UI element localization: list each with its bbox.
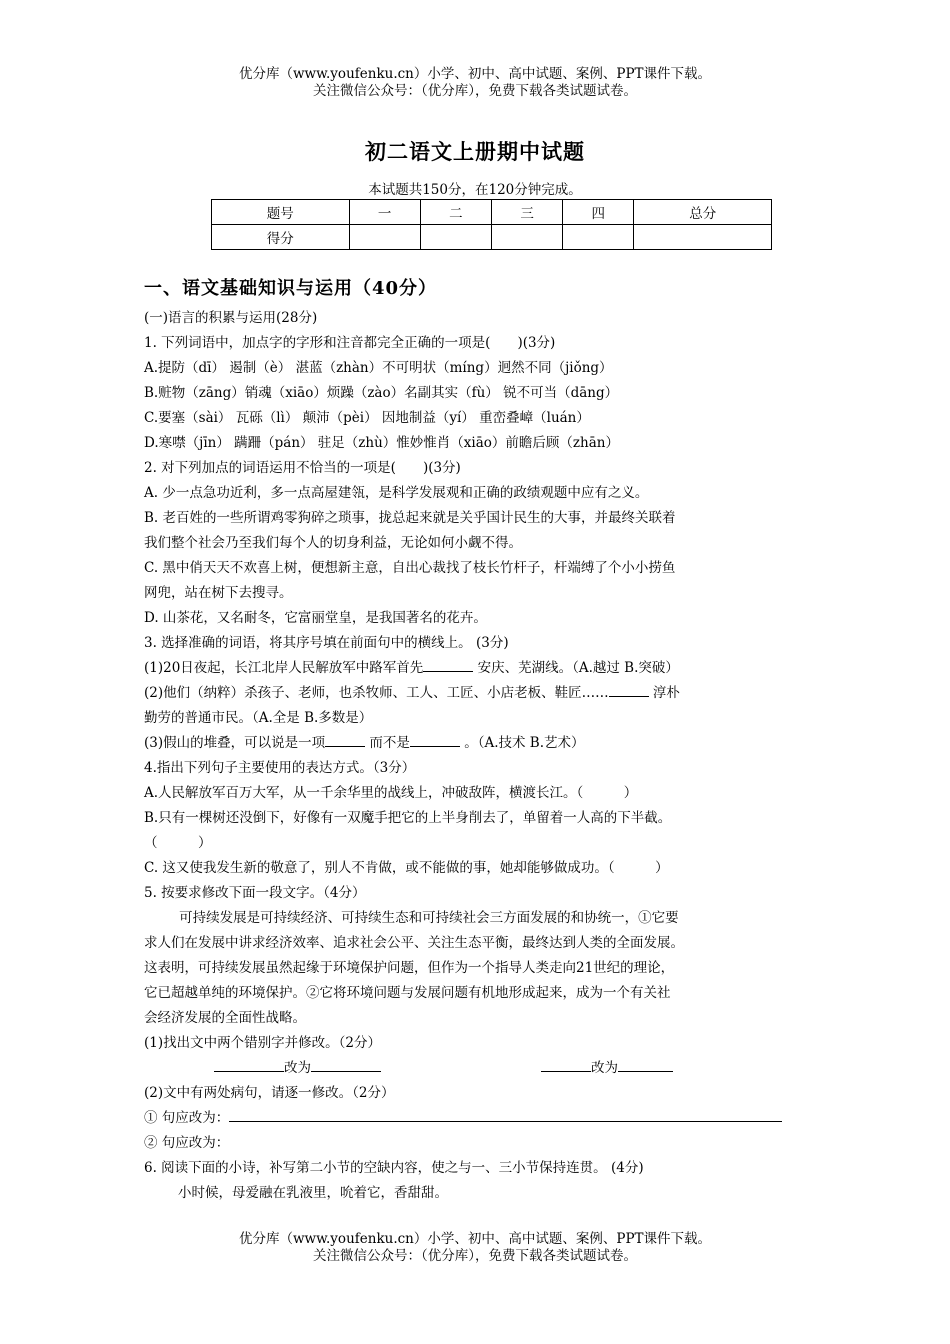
score-header-cell: 题号 — [212, 200, 350, 225]
score-header-cell: 一 — [349, 200, 420, 225]
q3-s1-options: 安庆、芜湖线。（A.越过 B.突破） — [473, 660, 679, 676]
q1-option-a: A.提防（dī） 遏制（è） 湛蓝（zhàn）不可明状（míng）迥然不同（jiǒng） — [144, 360, 613, 376]
score-table-score-row — [212, 225, 772, 250]
q3-s2-text: (2)他们（纳粹）杀孩子、老师，也杀牧师、工人、工匠、小店老板、鞋匠…… — [144, 685, 609, 701]
footer-line-1: 优分库（www.youfenku.cn）小学、初中、高中试题、案例、PPT课件下载。 — [238, 1231, 712, 1247]
score-table-header-row — [212, 200, 772, 225]
q3-sentence-1 — [144, 656, 809, 681]
change-to-label: 改为 — [284, 1060, 311, 1076]
change-to-label: 改为 — [591, 1060, 618, 1076]
q5-fix-1 — [144, 1106, 809, 1131]
answer-blank[interactable] — [214, 1057, 284, 1072]
q3-sentence-3 — [144, 731, 809, 756]
q2-option-c-line1: C. 黑中俏天天不欢喜上树，便想新主意，自出心裁找了枝长竹杆子，杆端缚了个小小捞鱼 — [144, 560, 676, 576]
q5-passage-line-5: 会经济发展的全面性战略。 — [144, 1010, 306, 1026]
q3-sentence-2 — [144, 681, 809, 706]
q4-item-b-line1: B.只有一棵树还没倒下，好像有一双魔手把它的上半身削去了，单留着一人高的下半截。 — [144, 810, 672, 826]
q6-stem: 6. 阅读下面的小诗，补写第二小节的空缺内容，使之与一、三小节保持连贯。 (4分) — [144, 1160, 644, 1176]
score-cell[interactable] — [491, 225, 562, 250]
answer-blank[interactable] — [410, 732, 460, 747]
q4-item-a: A.人民解放军百万大军，从一千余华里的战线上，冲破敌阵，横渡长江。（ ） — [144, 785, 638, 801]
score-header-cell: 总分 — [634, 200, 772, 225]
score-cell[interactable] — [349, 225, 420, 250]
answer-blank[interactable] — [618, 1057, 673, 1072]
q6-poem-line-1: 小时候，母爱融在乳液里，吮着它，香甜甜。 — [178, 1185, 448, 1201]
exam-content — [144, 274, 809, 1206]
q4-stem: 4.指出下列句子主要使用的表达方式。（3分） — [144, 760, 416, 776]
q3-stem: 3. 选择准确的词语，将其序号填在前面句中的横线上。 (3分) — [144, 635, 509, 651]
q5-passage-line-1: 可持续发展是可持续经济、可持续生态和可持续社会三方面发展的和协统一，①它要 — [179, 910, 679, 926]
q1-stem: 1. 下列词语中，加点字的字形和注音都完全正确的一项是( )(3分) — [144, 335, 556, 351]
section-1-subheading: (一)语言的积累与运用(28分) — [144, 310, 318, 326]
q1-option-c: C.要塞（sài） 瓦砾（lì） 颠沛（pèi） 因地制益（yí） 重峦叠嶂（luán） — [144, 410, 590, 426]
q3-s3-options: 。（A.技术 B.艺术） — [459, 735, 585, 751]
answer-blank[interactable] — [609, 682, 649, 697]
q5-sub-1: (1)找出文中两个错别字并修改。（2分） — [144, 1035, 381, 1051]
score-header-cell: 三 — [491, 200, 562, 225]
header-line-1: 优分库（www.youfenku.cn）小学、初中、高中试题、案例、PPT课件下载。 — [238, 66, 712, 82]
q5-stem: 5. 按要求修改下面一段文字。（4分） — [144, 885, 366, 901]
q5-sub-2: (2)文中有两处病句，请逐一修改。（2分） — [144, 1085, 395, 1101]
q3-sentence-2-line2: 勤劳的普通市民。（A.全是 B.多数是） — [144, 710, 373, 726]
page-header — [0, 66, 950, 100]
score-header-cell: 二 — [420, 200, 491, 225]
q5-typo-answers — [144, 1056, 809, 1081]
score-row-label: 得分 — [212, 225, 350, 250]
q2-option-b-line2: 我们整个社会乃至我们每个人的切身利益，无论如何小觑不得。 — [144, 535, 522, 551]
q4-item-b-line2: （ ） — [144, 835, 212, 851]
q2-option-b-line1: B. 老百姓的一些所谓鸡零狗碎之琐事，拢总起来就是关乎国计民生的大事，并最终关联着 — [144, 510, 676, 526]
score-header-cell: 四 — [563, 200, 634, 225]
document-subtitle: 本试题共150分，在120分钟完成。 — [368, 182, 582, 198]
q3-s3-mid: 而不是 — [365, 735, 410, 751]
q3-s3-text: (3)假山的堆叠，可以说是一项 — [144, 735, 326, 751]
q5-passage-line-4: 它已超越单纯的环境保护。②它将环境问题与发展问题有机地形成起来，成为一个有关社 — [144, 985, 671, 1001]
score-cell[interactable] — [420, 225, 491, 250]
answer-line[interactable] — [229, 1107, 782, 1122]
score-cell[interactable] — [634, 225, 772, 250]
q2-option-a: A. 少一点急功近利，多一点高屋建瓴，是科学发展观和正确的政绩观题中应有之义。 — [144, 485, 649, 501]
score-table — [211, 199, 772, 250]
q2-option-d: D. 山茶花，又名耐冬，它富丽堂皇，是我国著名的花卉。 — [144, 610, 487, 626]
q5-passage-line-3: 这表明，可持续发展虽然起缘于环境保护问题，但作为一个指导人类走向21世纪的理论， — [144, 960, 675, 976]
page-footer — [0, 1231, 950, 1265]
answer-blank[interactable] — [423, 657, 473, 672]
q1-option-d: D.寒噤（jīn） 蹒跚（pán） 驻足（zhù）惟妙惟肖（xiāo）前瞻后顾（zhān） — [144, 435, 619, 451]
q3-s2-tail: 淳朴 — [648, 685, 680, 701]
q1-option-b: B.赃物（zāng）销魂（xiāo）烦躁（zào）名副其实（fù） 锐不可当（dāng） — [144, 385, 619, 401]
answer-blank[interactable] — [311, 1057, 381, 1072]
footer-line-2: 关注微信公众号：（优分库），免费下载各类试题试卷。 — [313, 1248, 637, 1264]
q2-stem: 2. 对下列加点的词语运用不恰当的一项是( )(3分) — [144, 460, 461, 476]
q5-fix-2: ② 句应改为： — [144, 1135, 230, 1151]
q4-item-c: C. 这又使我发生新的敬意了，别人不肯做，或不能做的事，她却能够做成功。（ ） — [144, 860, 669, 876]
header-line-2: 关注微信公众号：（优分库），免费下载各类试题试卷。 — [313, 83, 637, 99]
q3-s1-text: (1)20日夜起，长江北岸人民解放军中路军首先 — [144, 660, 424, 676]
section-1-heading: 一、语文基础知识与运用（40分） — [144, 278, 438, 299]
q5-passage-line-2: 求人们在发展中讲求经济效率、追求社会公平、关注生态平衡，最终达到人类的全面发展。 — [144, 935, 684, 951]
answer-blank[interactable] — [325, 732, 365, 747]
answer-blank[interactable] — [541, 1057, 591, 1072]
q2-option-c-line2: 网兜，站在树下去搜寻。 — [144, 585, 293, 601]
q5-fix-1-label: ① 句应改为： — [144, 1110, 230, 1126]
document-title: 初二语文上册期中试题 — [365, 139, 585, 164]
score-cell[interactable] — [563, 225, 634, 250]
